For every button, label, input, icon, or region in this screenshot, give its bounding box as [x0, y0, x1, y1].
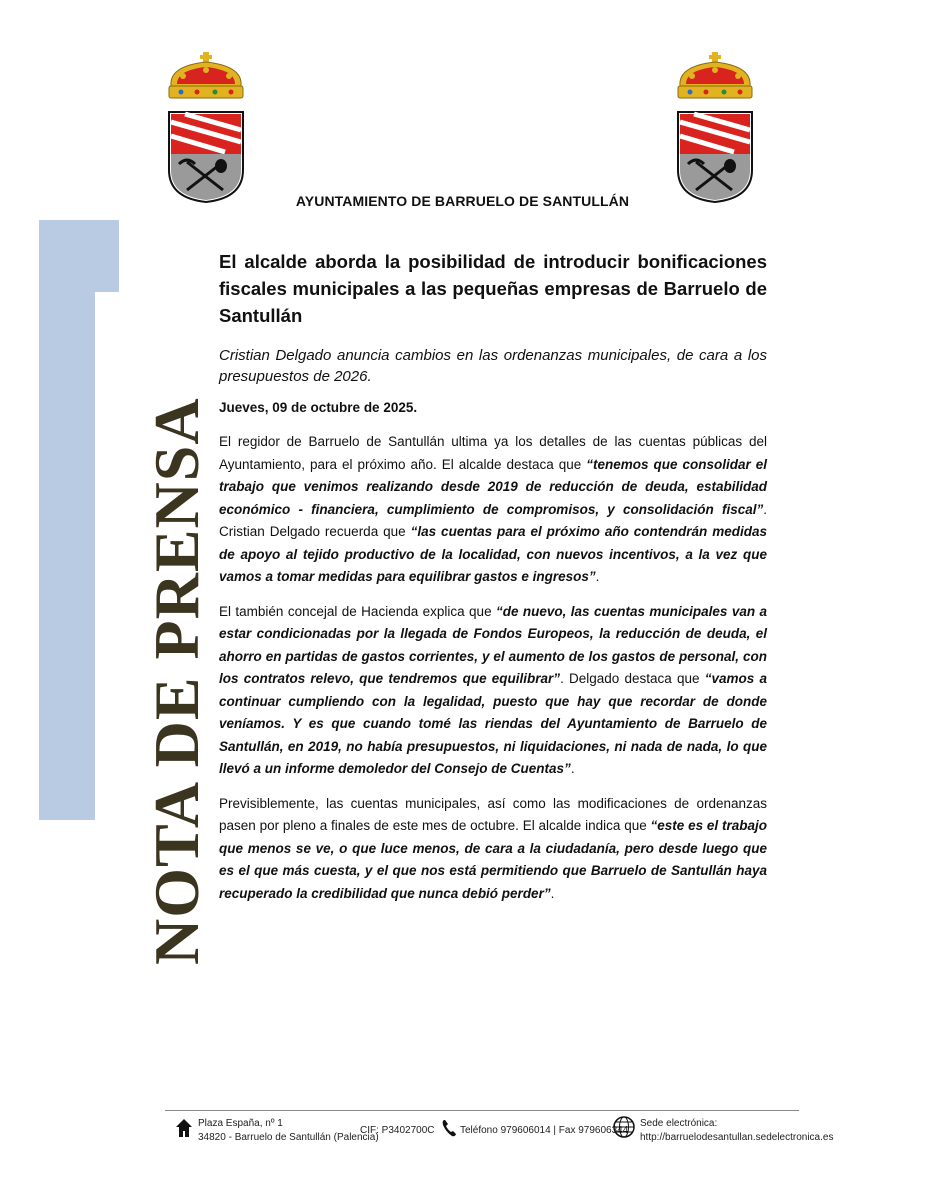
- phone-icon: [441, 1118, 457, 1138]
- paragraph-text: .: [570, 761, 575, 776]
- article-headline: El alcalde aborda la posibilidad de introducir bonificaciones fiscales municipales a las pequeñas empresas de Barruelo de Santullán: [219, 251, 767, 326]
- article-body: [219, 248, 767, 917]
- address-line-1: Plaza España, nº 1: [198, 1118, 283, 1129]
- quote: “este es el trabajo que menos se ve, o que luce menos, de cara a la ciudadanía, pero desde luego que es el que más cuesta, y el que nos está permitiendo que Barruelo de Santullán haya recuperado la credibilidad que nunca debió perder”: [219, 818, 767, 901]
- paragraph-text: .: [595, 569, 600, 584]
- press-release-label: NOTA DE PRENSA: [141, 397, 212, 965]
- footer-cif: CIF: P3402700C: [360, 1125, 435, 1136]
- globe-icon: [613, 1116, 635, 1138]
- paragraph-text: . Cristian Delgado recuerda que: [219, 501, 767, 539]
- shield-icon: [678, 112, 752, 202]
- quote: “vamos a continuar cumpliendo con la legalidad, puesto que hay que recordar de donde veníamos. Y es que cuando tomé las riendas del Ayuntamiento de Barruelo de Santullán, en 2019, no había presupuestos, ni liquidaciones, ni nada de nada, lo que llevó a un informe demoledor del Consejo de Cuentas”: [219, 671, 767, 776]
- footer-address: [198, 1117, 379, 1145]
- quote: “las cuentas para el próximo año contendrán medidas de apoyo al tejido productivo de la localidad, con nuevos incentivos, a la vez que vamos a tomar medidas para equilibrar gastos e ingresos”: [219, 524, 768, 584]
- quote: “de nuevo, las cuentas municipales van a estar condicionadas por la llegada de Fondos Europeos, la reducción de deuda, el ahorro en partidas de gastos corrientes, y el aumento de los gastos de personal, con los contratos relevo, que tendremos que equilibrar”: [219, 603, 767, 686]
- sede-label: Sede electrónica:: [640, 1118, 718, 1129]
- footer-sede: [640, 1117, 833, 1145]
- coat-of-arms-left: [165, 52, 247, 204]
- article-subtitle: Cristian Delgado anuncia cambios en las ordenanzas municipales, de cara a los presupuestos de 2026.: [219, 347, 767, 385]
- paragraph-2: [219, 601, 767, 781]
- article-date: Jueves, 09 de octubre de 2025.: [219, 400, 418, 415]
- organization-name: AYUNTAMIENTO DE BARRUELO DE SANTULLÁN: [295, 193, 630, 209]
- footer-divider: [165, 1110, 799, 1111]
- address-line-2: 34820 - Barruelo de Santullán (Palencia): [198, 1132, 379, 1143]
- home-icon: [175, 1118, 193, 1138]
- paragraph-text: El también concejal de Hacienda explica que: [219, 603, 496, 619]
- paragraph-text: Previsiblemente, las cuentas municipales, así como las modificaciones de ordenanzas pasen por pleno a finales de este mes de octubre. El alcalde indica que: [219, 795, 767, 833]
- paragraph-text: .: [550, 885, 555, 901]
- paragraph-text: . Delgado destaca que: [560, 671, 705, 686]
- crown-icon: [678, 52, 752, 98]
- crown-icon: [169, 52, 243, 98]
- sede-url[interactable]: http://barruelodesantullan.sedelectronica.es: [640, 1132, 834, 1143]
- paragraph-text: El regidor de Barruelo de Santullán ultima ya los detalles de las cuentas públicas del Ayuntamiento, para el próximo año. El alcalde destaca que: [219, 434, 767, 472]
- paragraph-1: [219, 431, 767, 589]
- paragraph-3: [219, 793, 767, 906]
- footer-phone: Teléfono 979606014 | Fax 979606344: [460, 1125, 629, 1136]
- quote: “tenemos que consolidar el trabajo que venimos realizando desde 2019 de reducción de deuda, estabilidad económico - financiera, cumplimiento de compromisos, y consolidación fiscal”: [219, 456, 767, 517]
- shield-icon: [169, 112, 243, 202]
- sidebar-band-notch: [95, 292, 119, 820]
- coat-of-arms-right: [674, 52, 756, 204]
